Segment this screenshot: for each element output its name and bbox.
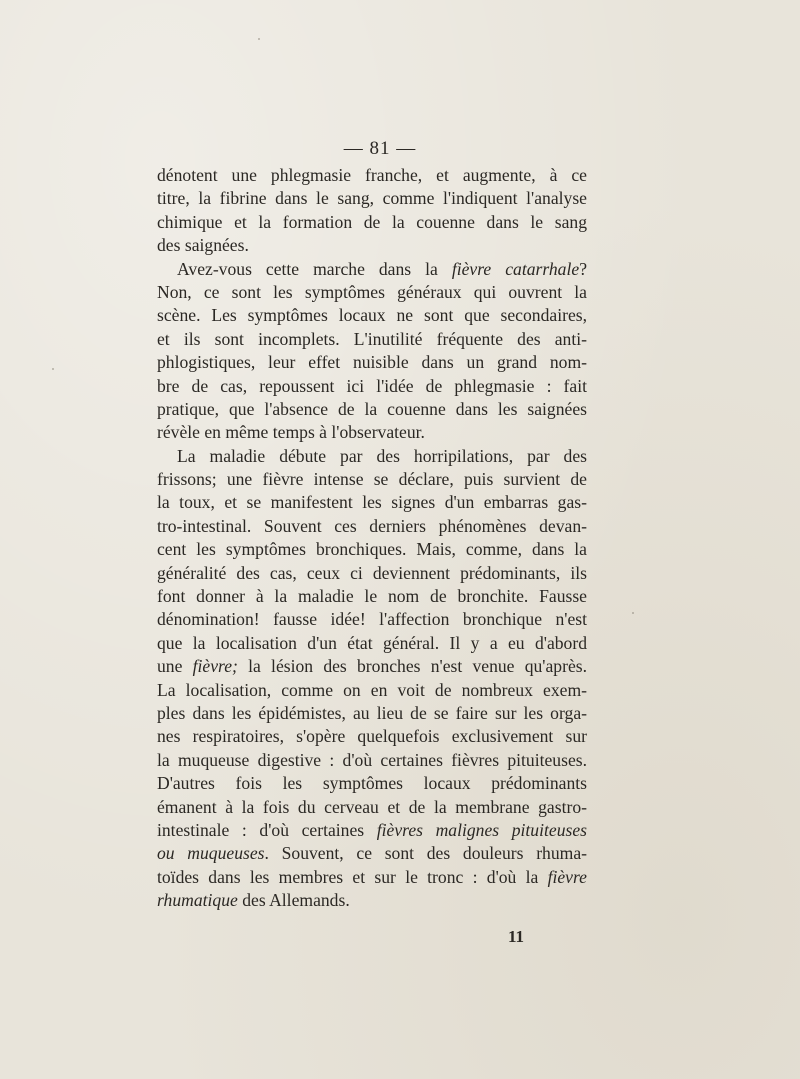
italic-phrase: fièvre catarrhale [451, 258, 580, 279]
text-run: intestinale : d'où certaines [157, 819, 377, 840]
text-run: et ils sont incomplets. L'inutilité fréquente des anti- [157, 328, 587, 349]
signature-mark: 11 [508, 927, 525, 946]
text-run: bre de cas, repoussent ici l'idée de phlegmasie : fait [157, 375, 587, 396]
text-line [157, 702, 587, 725]
text-line [157, 562, 587, 585]
text-run: des saignées. [157, 235, 249, 256]
text-run: pratique, que l'absence de la couenne dans les saignées [157, 398, 587, 419]
text-run: la lésion des bronches n'est venue qu'après. [237, 656, 587, 677]
text-line [157, 234, 587, 257]
text-run: la muqueuse digestive : d'où certaines fièvres pituiteuses. [157, 749, 587, 770]
text-line [157, 725, 587, 748]
text-run: cent les symptômes bronchiques. Mais, comme, dans la [157, 539, 587, 560]
text-run: Non, ce sont les symptômes généraux qui ouvrent la [157, 281, 587, 302]
text-line [157, 211, 587, 234]
paper-speck [258, 38, 260, 40]
text-line [157, 421, 587, 444]
page-number: — 81 — [343, 138, 417, 159]
italic-phrase: rhumatique [157, 890, 238, 911]
italic-phrase: ou muqueuses [157, 843, 265, 864]
text-run: titre, la fibrine dans le sang, comme l'indiquent l'analyse [157, 188, 587, 209]
text-line [157, 796, 587, 819]
text-line [157, 398, 587, 421]
text-line [157, 819, 587, 842]
text-line [157, 164, 587, 187]
body-text [157, 164, 587, 913]
text-run: tro-intestinal. Souvent ces derniers phénomènes devan- [157, 515, 587, 536]
text-line [157, 281, 587, 304]
text-run: Avez-vous cette marche dans la [177, 258, 452, 279]
text-line [157, 772, 587, 795]
text-run: D'autres fois les symptômes locaux prédominants [157, 773, 587, 794]
paper-speck [52, 368, 54, 370]
text-line [157, 866, 587, 889]
text-run: scène. Les symptômes locaux ne sont que secondaires, [157, 305, 587, 326]
text-run: . Souvent, ce sont des douleurs rhuma- [264, 843, 588, 864]
text-run: généralité des cas, ceux ci deviennent prédominants, ils [157, 562, 587, 583]
text-line [157, 445, 587, 468]
text-line [157, 608, 587, 631]
italic-phrase: fièvres malignes pituiteuses [376, 819, 587, 840]
italic-phrase: fièvre; [192, 656, 238, 677]
text-run: toïdes dans les membres et sur le tronc : d'où la [157, 866, 548, 887]
text-line [157, 749, 587, 772]
text-run: La localisation, comme on en voit de nombreux exem- [157, 679, 587, 700]
italic-phrase: fièvre [547, 866, 587, 887]
text-run: frissons; une fièvre intense se déclare, puis survient de [157, 469, 587, 490]
text-line [157, 375, 587, 398]
text-run: une [157, 656, 193, 677]
text-run: ples dans les épidémistes, au lieu de se faire sur les orga- [157, 702, 587, 723]
text-run: la toux, et se manifestent les signes d'un embarras gas- [157, 492, 587, 513]
paper-speck [632, 612, 634, 614]
text-line [157, 679, 587, 702]
text-line [157, 328, 587, 351]
text-line [157, 842, 587, 865]
text-line [157, 655, 587, 678]
text-line [157, 632, 587, 655]
text-line [157, 258, 587, 281]
text-line [157, 468, 587, 491]
text-run: font donner à la maladie le nom de bronchite. Fausse [157, 586, 587, 607]
text-run: des Allemands. [237, 890, 350, 911]
text-run: phlogistiques, leur effet nuisible dans un grand nom- [157, 352, 587, 373]
text-line [157, 351, 587, 374]
text-line [157, 889, 587, 912]
text-run: que la localisation d'un état général. Il y a eu d'abord [157, 632, 587, 653]
text-line [157, 538, 587, 561]
text-run: dénotent une phlegmasie franche, et augmente, à ce [157, 165, 587, 185]
text-run: révèle en même temps à l'observateur. [157, 422, 425, 443]
text-line [157, 491, 587, 514]
text-line [157, 187, 587, 210]
text-line [157, 515, 587, 538]
text-run: émanent à la fois du cerveau et de la membrane gastro- [157, 796, 587, 817]
text-run: dénomination! fausse idée! l'affection bronchique n'est [157, 609, 587, 630]
text-line [157, 304, 587, 327]
text-run: nes respiratoires, s'opère quelquefois exclusivement sur [157, 726, 587, 747]
text-run: ? [579, 258, 587, 279]
text-run: chimique et la formation de la couenne dans le sang [157, 211, 587, 232]
text-line [157, 585, 587, 608]
text-run: La maladie débute par des horripilations, par des [177, 445, 587, 466]
